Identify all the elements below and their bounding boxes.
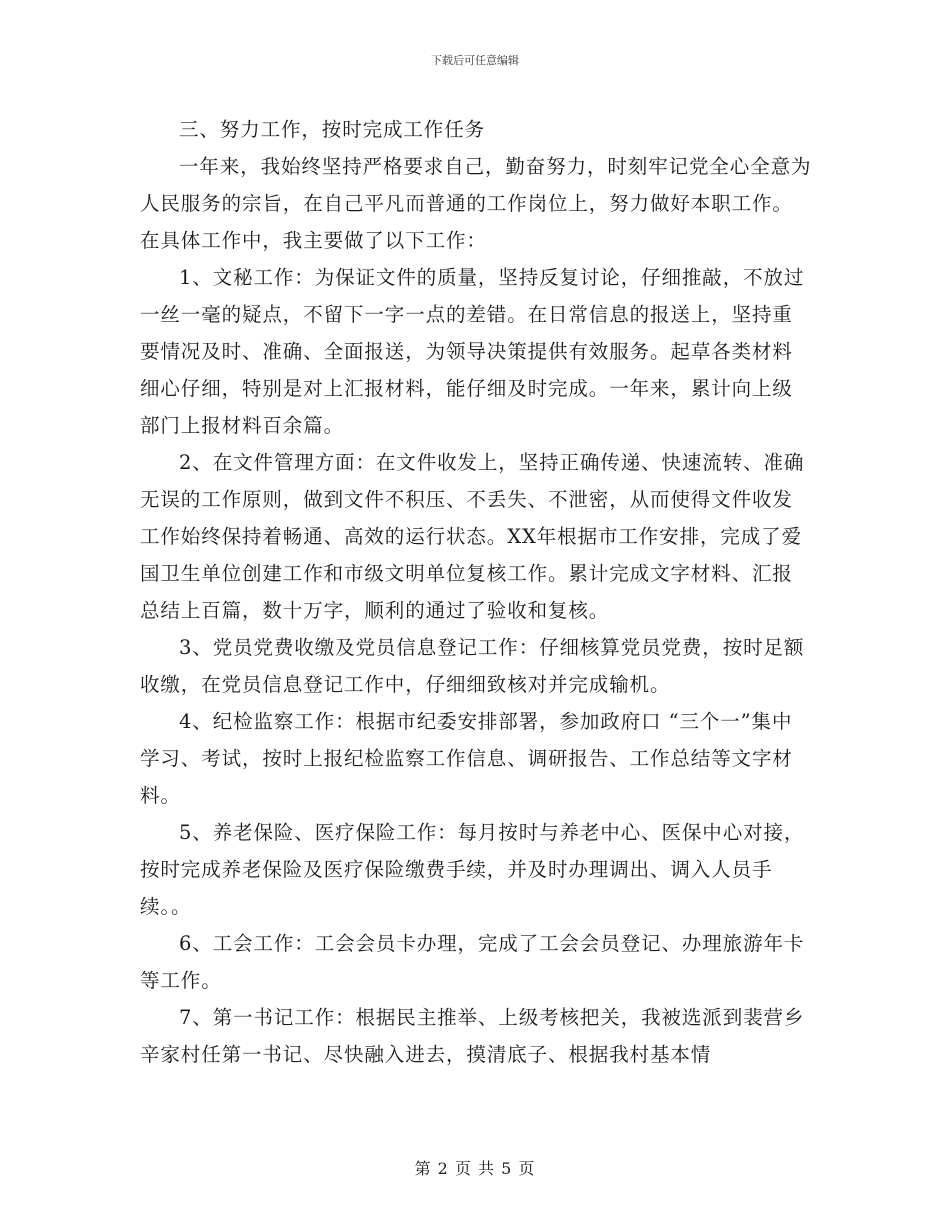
paragraph-item-3 [140, 629, 812, 703]
text-line: 3、党员党费收缴及党员信息登记工作：仔细核算党员党费，按时 [179, 636, 764, 659]
text-line: 人员手续。。 [140, 858, 773, 918]
text-line: 放过一丝一毫的疑点，不留下一字一点的差错。在日常信息的报送上， [140, 266, 805, 326]
page-number: 第 2 页 共 5 页 [414, 1159, 536, 1178]
header-note: 下载后可任意编辑 [431, 54, 519, 67]
text-line: 一”集中学习、考试，按时上报纪检监察工作信息、调研报告、工作 [140, 710, 793, 770]
paragraph-item-6 [140, 925, 812, 999]
text-line: 一年来，我始终坚持严格要求自己，勤奋努力，时刻牢记党全心 [179, 155, 751, 178]
text-line: 4、纪检监察工作：根据市纪委安排部署，参加政府口 “三个 [179, 710, 721, 733]
paragraph-item-4 [140, 703, 812, 814]
document-body [140, 111, 812, 1073]
paragraph-item-5 [140, 814, 812, 925]
paragraph-item-1 [140, 259, 812, 444]
text-line: 准确无误的工作原则，做到文件不积压、不丢失、不泄密，从而使得 [140, 451, 805, 511]
text-line: 三、努力工作，按时完成工作任务 [179, 118, 486, 141]
text-line: 7、第一书记工作：根据民主推举、上级考核把关，我被选派到裴 [179, 1006, 764, 1029]
text-line: 来，累计向上级部门上报材料百余篇。 [140, 377, 793, 437]
paragraph-intro [140, 148, 812, 259]
text-line: 成文字材料、汇报总结上百篇，数十万字，顺利的通过了验收和复核。 [140, 562, 793, 622]
text-line: 总结等文字材料。 [140, 747, 793, 807]
text-line: 本职工作。在具体工作中，我主要做了以下工作： [140, 192, 793, 252]
text-line: 2、在文件管理方面：在文件收发上，坚持正确传递、快速流转、 [179, 451, 764, 474]
text-line: 6、工会工作：工会会员卡办理，完成了工会会员登记、办理旅游 [179, 932, 764, 955]
text-line: 1、文秘工作：为保证文件的质量，坚持反复讨论，仔细推敲，不 [179, 266, 764, 289]
text-line: 营乡辛家村任第一书记、尽快融入进去，摸清底子、根据我村基本情 [140, 1006, 805, 1066]
text-line: 5、养老保险、医疗保险工作：每月按时与养老中心、医保中心对 [179, 821, 764, 844]
text-line: 文件收发工作始终保持着畅通、高效的运行状态。XX年根据市工作安 [140, 488, 793, 548]
text-line: 坚持重要情况及时、准确、全面报送，为领导决策提供有效服务。起 [140, 303, 793, 363]
text-line: 接，按时完成养老保险及医疗保险缴费手续，并及时办理调出、调入 [140, 821, 805, 881]
text-line: 草各类材料细心仔细，特别是对上汇报材料，能仔细及时完成。一年 [140, 340, 793, 400]
text-line: 全意为人民服务的宗旨，在自己平凡而普通的工作岗位上，努力做好 [140, 155, 812, 215]
paragraph-item-2 [140, 444, 812, 629]
paragraph-section-heading [140, 111, 812, 148]
text-line: 足额收缴，在党员信息登记工作中，仔细细致核对并完成输机。 [140, 636, 805, 696]
text-line: 年卡等工作。 [140, 932, 805, 992]
text-line: 排，完成了爱国卫生单位创建工作和市级文明单位复核工作。累计完 [140, 525, 802, 585]
paragraph-item-7 [140, 999, 812, 1073]
